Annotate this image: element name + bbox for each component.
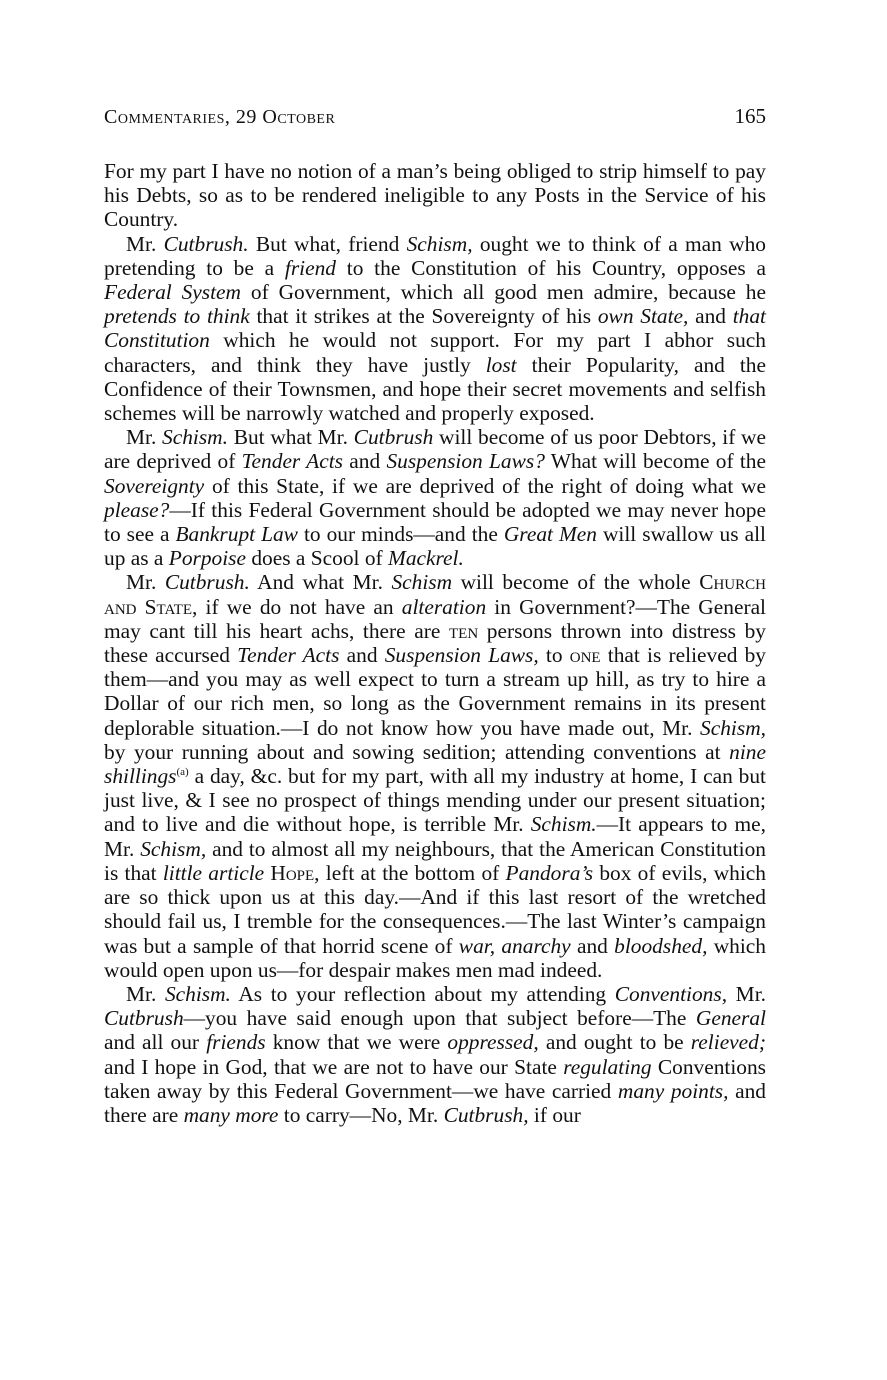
running-head [104, 104, 766, 129]
text-run: will become of us poor Debtors, if we are deprived of [104, 425, 766, 474]
text-run: know that we were [265, 1030, 448, 1055]
italic-text: that Constitution [104, 304, 766, 353]
italic-text: Schism. [530, 812, 597, 837]
text-run: will become of the whole [452, 570, 700, 595]
paragraph [104, 570, 766, 981]
italic-text: little article [162, 860, 265, 885]
italic-text: Schism, [406, 231, 473, 256]
text-run: which he would not support. For my part I abhor such characters, and think they have justly [104, 328, 766, 377]
italic-text: Pandora’s [505, 860, 594, 885]
text-run: in Government?—The General may cant till his heart achs, there are [104, 594, 767, 643]
text-run: and to almost all my neighbours, that the American Constitution is that [104, 836, 766, 885]
text-run: ought we to think of a man who pretending to be a [104, 231, 766, 280]
text-run: of Government, which all good men admire, because he [241, 280, 766, 305]
italic-text: Conventions, [614, 981, 728, 1006]
text-run: Mr. [126, 231, 164, 256]
text-run: And what Mr. [249, 570, 392, 595]
body-text [104, 159, 766, 1127]
text-run: But what Mr. [227, 425, 354, 450]
text-run: Mr. [727, 981, 766, 1006]
italic-text: Suspension Laws? [386, 449, 545, 474]
italic-text: Suspension Laws, [384, 643, 539, 668]
text-run: their Popularity, and the Confidence of their Townsmen, and hope their secret movements and selfish schemes will be narrowly watched and properly exposed. [104, 352, 766, 426]
paragraph [104, 159, 766, 232]
italic-text: Schism. [164, 981, 231, 1006]
text-run: What will become of the [544, 449, 766, 474]
text-run: —you have said enough upon that subject before—The [183, 1006, 696, 1031]
paragraph [104, 982, 766, 1127]
text-run: and all our [104, 1030, 207, 1055]
italic-text: Federal System [104, 280, 242, 305]
text-run: by your running about and sowing sedition; attending conventions at [104, 739, 730, 764]
paragraph [104, 232, 766, 426]
text-run: Mr. [126, 570, 165, 595]
italic-text: please? [104, 497, 170, 522]
italic-text: own State, [597, 304, 689, 329]
italic-text: pretends to think [104, 304, 250, 329]
text-run: a day, &c. but for my part, with all my industry at home, I can but just live, & I see no prospect of things mending under our present situation; and to live and die without hope, is terrible Mr. [104, 764, 766, 837]
text-run: to carry—No, Mr. [278, 1102, 444, 1127]
italic-text: Porpoise [168, 546, 246, 571]
text-run: —If this Federal Government should be adopted we may never hope to see a [104, 497, 766, 547]
italic-text: relieved; [690, 1030, 766, 1055]
text-run: and [339, 643, 385, 668]
text-run: does a Scool of [246, 546, 388, 571]
italic-text: Cutbrush. [163, 231, 249, 256]
italic-text: Cutbrush [104, 1006, 184, 1031]
text-run: of this State, if we are deprived of the right of doing what we [204, 473, 766, 498]
italic-text: alteration [401, 594, 487, 619]
italic-text: lost [485, 352, 517, 377]
italic-text: Mackrel. [388, 546, 464, 571]
text-run: persons thrown into distress by these accursed [104, 618, 766, 668]
italic-text: Bankrupt Law [175, 522, 298, 547]
italic-text: Cutbrush [353, 425, 434, 450]
small-caps-text: ten [449, 618, 479, 643]
small-caps-text: Church and State, [104, 570, 766, 619]
paragraph [104, 425, 766, 570]
text-run: that is relieved by them—and you may as well expect to turn a stream up hill, as try to hire a Dollar of our rich men, so long as the Government remains in its present deplorable situation.—I do not know how you have made out, Mr. [104, 643, 766, 740]
text-run: if we do not have an [197, 594, 402, 619]
italic-text: anarchy [501, 933, 571, 958]
text-run: to the Constitution of his Country, opposes a [336, 255, 767, 280]
text-run: Mr. [126, 425, 163, 450]
page-number: 165 [734, 104, 766, 128]
text-run: As to your reflection about my attending [230, 981, 615, 1006]
italic-text: nine shillings [104, 739, 766, 789]
text-run: if our [528, 1102, 581, 1127]
text-run: and I hope in God, that we are not to have our State [104, 1054, 564, 1079]
italic-text: war, [458, 933, 496, 958]
italic-text: friend [284, 255, 336, 280]
text-run: and [688, 304, 733, 329]
italic-text: Schism, [140, 836, 207, 861]
text-run: and [570, 933, 615, 958]
text-run: —It appears to me, Mr. [104, 812, 766, 861]
text-run: Conventions taken away by this Federal Government—we have carried [104, 1054, 766, 1103]
italic-text: Tender Acts [241, 449, 343, 474]
text-run: which would open upon us—for despair makes men mad indeed. [104, 933, 766, 982]
text-run: to our minds—and the [297, 522, 504, 547]
italic-text: Cutbrush, [443, 1102, 529, 1127]
text-run: left at the bottom of [319, 860, 506, 885]
running-title: Commentaries, 29 October [104, 106, 336, 128]
small-caps-text: one [569, 643, 601, 668]
text-run: and [343, 449, 387, 474]
italic-text: friends [206, 1030, 266, 1055]
italic-text: General [695, 1006, 766, 1031]
italic-text: many points, [617, 1078, 729, 1103]
text-run: box of evils, which are so thick upon us at this day.—And if this last resort of the wretched should fail us, I tremble for the consequences.—The last Winter’s campaign was but a sample of that horrid scene of [104, 860, 766, 958]
text-run: will swallow us all up as a [104, 522, 766, 571]
italic-text: Schism. [162, 425, 228, 450]
italic-text: Sovereignty [104, 473, 205, 498]
text-run: Mr. [126, 981, 165, 1006]
italic-text: Schism, [700, 715, 766, 740]
italic-text: Cutbrush. [164, 570, 250, 595]
text-run: For my part I have no notion of a man’s being obliged to strip himself to pay his Debts, so as to be rendered ineligible to any Posts in the Service of his Country. [104, 159, 766, 232]
italic-text: regulating [563, 1054, 652, 1079]
text-run: But what, friend [248, 231, 407, 256]
text-run: to [538, 643, 570, 668]
italic-text: Tender Acts [237, 643, 340, 668]
italic-text: bloodshed, [614, 933, 708, 958]
small-caps-text: Hope, [270, 860, 320, 885]
italic-text: many more [183, 1102, 279, 1127]
footnote-marker: (a) [176, 766, 189, 779]
text-run: and there are [104, 1078, 766, 1127]
italic-text: oppressed, [447, 1030, 539, 1055]
italic-text: Great Men [503, 522, 597, 547]
text-run: that it strikes at the Sovereignty of his [249, 304, 598, 329]
text-run: and ought to be [538, 1030, 691, 1055]
italic-text: Schism [391, 570, 453, 595]
